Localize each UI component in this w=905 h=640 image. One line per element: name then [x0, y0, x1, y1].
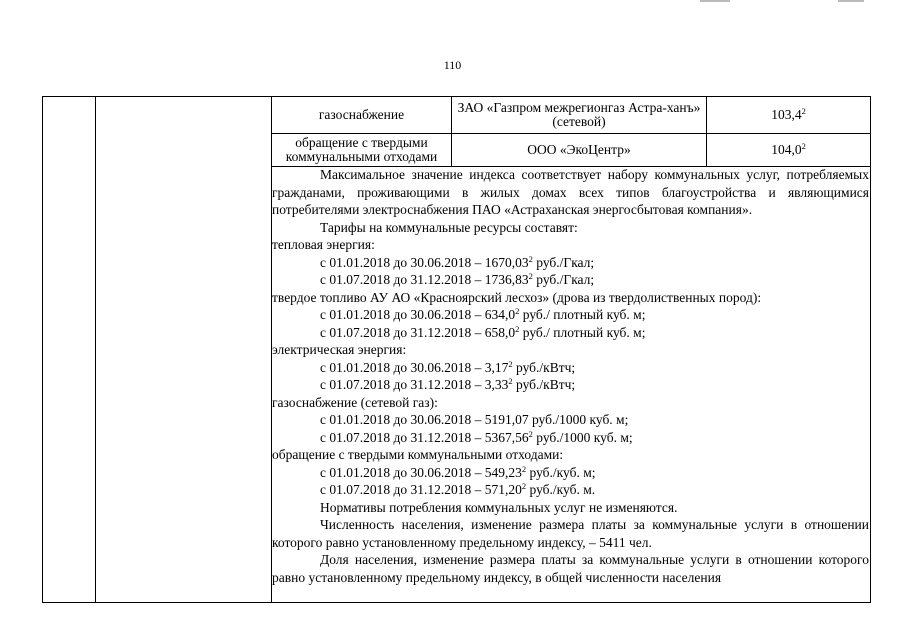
provider-name: ООО «ЭкоЦентр»: [527, 142, 631, 157]
paragraph: Численность населения, изменение размера платы за коммунальные услуги в отношении которого равно установленному предельному индексу, – 5411 чел.: [272, 517, 869, 550]
tariff-line: с 01.07.2018 до 31.12.2018 – 5367,56$^2$ руб./1000 куб. м;: [320, 428, 633, 445]
provider-name: ЗАО «Газпром межрегионгаз Астра-ханъ» (сетевой): [457, 100, 701, 129]
table-row: [452, 134, 706, 166]
tariff-line: с 01.01.2018 до 30.06.2018 – 634,0$^2$ руб./ плотный куб. м;: [320, 306, 646, 322]
table-right-border: [870, 96, 871, 602]
table-row: [272, 134, 451, 166]
scan-artifact: [838, 0, 864, 2]
tariff-line: с 01.07.2018 до 31.12.2018 – 3,33$^2$ руб./кВтч;: [320, 376, 576, 392]
tariff-label: твердое топливо АУ АО «Красноярский лесхоз» (дрова из твердолиственных пород):: [272, 289, 762, 305]
tariff-label: газоснабжение (сетевой газ):: [272, 394, 438, 410]
index-value: 103,4$^2$: [771, 106, 806, 122]
paragraph: Нормативы потребления коммунальных услуг не изменяются.: [320, 499, 678, 515]
tariff-line: с 01.07.2018 до 31.12.2018 – 571,20$^2$ руб./куб. м.: [320, 481, 596, 497]
tariff-label: тепловая энергия:: [272, 237, 375, 252]
table-row: [707, 97, 870, 133]
service-name: газоснабжение: [318, 107, 405, 122]
table-row: [272, 97, 451, 133]
tariff-line: с 01.07.2018 до 31.12.2018 – 1736,83$^2$ руб./Гкал;: [320, 271, 595, 287]
column-divider: [95, 96, 96, 602]
tariff-line: с 01.01.2018 до 30.06.2018 – 3,17$^2$ руб./кВтч;: [320, 358, 576, 375]
tariff-label: электрическая энергия:: [272, 342, 407, 357]
page-number: 110: [443, 58, 462, 72]
paragraph: Доля населения, изменение размера платы за коммунальные услуги в отношении которого равно установленному предельному индексу, в общей численности населения: [272, 552, 869, 585]
scan-artifact: [700, 0, 730, 2]
table-row: [456, 97, 702, 133]
table-row: [707, 134, 870, 166]
tariff-label: обращение с твердыми коммунальными отходами:: [272, 447, 564, 462]
paragraph: Максимальное значение индекса соответствует набору коммунальных услуг, потребляемых гражданами, проживающими в жилых домах всех типов благоустройства и являющимися потребителями электроснабжения ПАО «Астраханская энергосбытовая компания».: [272, 167, 869, 217]
table-bottom-border: [42, 602, 871, 603]
table-left-border: [42, 96, 43, 602]
service-name: обращение с твердыми коммунальными отходами: [285, 135, 438, 164]
explanation-text: [272, 166, 869, 586]
paragraph: Тарифы на коммунальные ресурсы составят:: [320, 219, 578, 235]
tariff-line: с 01.01.2018 до 30.06.2018 – 1670,03$^2$ руб./Гкал;: [320, 253, 595, 270]
tariff-line: с 01.01.2018 до 30.06.2018 – 549,23$^2$ руб./куб. м;: [320, 463, 596, 480]
index-value: 104,0$^2$: [771, 141, 806, 157]
tariff-line: с 01.07.2018 до 31.12.2018 – 658,0$^2$ руб./ плотный куб. м;: [320, 323, 646, 340]
tariff-line: с 01.01.2018 до 30.06.2018 – 5191,07 руб./1000 куб. м;: [320, 412, 629, 427]
